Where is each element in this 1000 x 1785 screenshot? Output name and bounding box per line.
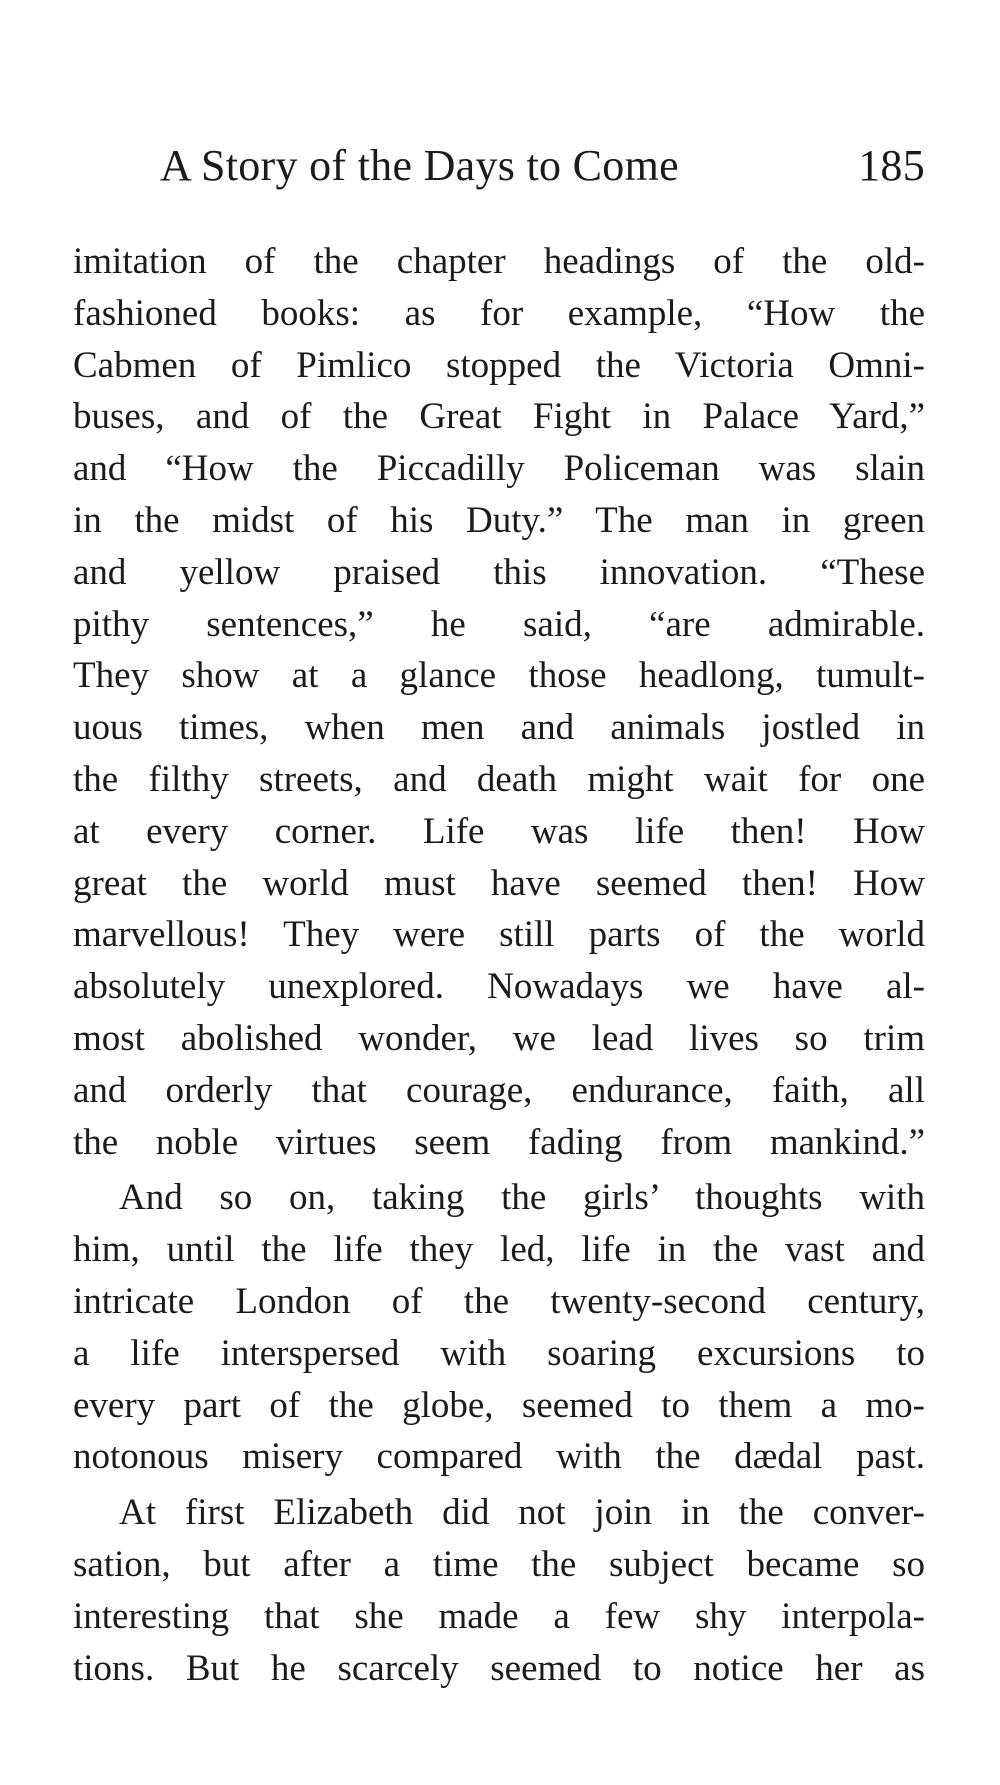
paragraph-2 <box>73 1172 925 1483</box>
text-line: the filthy streets, and death might wait for one <box>73 758 925 800</box>
text-line: intricate London of the twenty-second century, <box>73 1280 925 1322</box>
text-line: imitation of the chapter headings of the old- <box>73 241 925 282</box>
page-number: 185 <box>858 141 925 190</box>
text-line: marvellous! They were still parts of the world <box>73 914 925 956</box>
text-line: notonous misery compared with the dædal past. <box>73 1436 925 1478</box>
text-line: And so on, taking the girls’ thoughts with <box>119 1177 925 1219</box>
text-line: and orderly that courage, endurance, faith, all <box>73 1069 925 1111</box>
text-line: and yellow praised this innovation. “These <box>73 551 925 593</box>
text-line: buses, and of the Great Fight in Palace Yard,” <box>73 396 925 438</box>
running-head <box>160 136 925 196</box>
text-line: great the world must have seemed then! How <box>73 862 925 904</box>
paragraph-3 <box>73 1487 925 1694</box>
text-line: the noble virtues seem fading from mankind.” <box>73 1121 925 1163</box>
text-line: at every corner. Life was life then! How <box>73 810 925 852</box>
text-line: sation, but after a time the subject became so <box>73 1543 925 1585</box>
text-line: pithy sentences,” he said, “are admirable. <box>73 603 925 645</box>
text-line: in the midst of his Duty.” The man in green <box>73 499 925 541</box>
running-title: A Story of the Days to Come <box>160 141 679 190</box>
text-line: him, until the life they led, life in the vast and <box>73 1229 925 1271</box>
text-line: absolutely unexplored. Nowadays we have al- <box>73 966 925 1008</box>
text-line: uous times, when men and animals jostled in <box>73 707 925 749</box>
text-line: They show at a glance those headlong, tumult- <box>73 655 925 697</box>
text-line: interesting that she made a few shy interpola- <box>73 1595 925 1637</box>
text-line: tions. But he scarcely seemed to notice her as <box>73 1647 925 1689</box>
text-line: every part of the globe, seemed to them a mo- <box>73 1384 925 1426</box>
paragraph-1 <box>73 236 925 1168</box>
text-line: fashioned books: as for example, “How the <box>73 292 925 334</box>
text-line: and “How the Piccadilly Policeman was slain <box>73 448 925 490</box>
text-line: At first Elizabeth did not join in the conver- <box>119 1492 925 1534</box>
text-line: Cabmen of Pimlico stopped the Victoria Omni- <box>73 344 925 386</box>
text-line: a life interspersed with soaring excursions to <box>73 1332 925 1374</box>
text-line: most abolished wonder, we lead lives so trim <box>73 1017 925 1059</box>
body-text <box>73 236 925 1694</box>
